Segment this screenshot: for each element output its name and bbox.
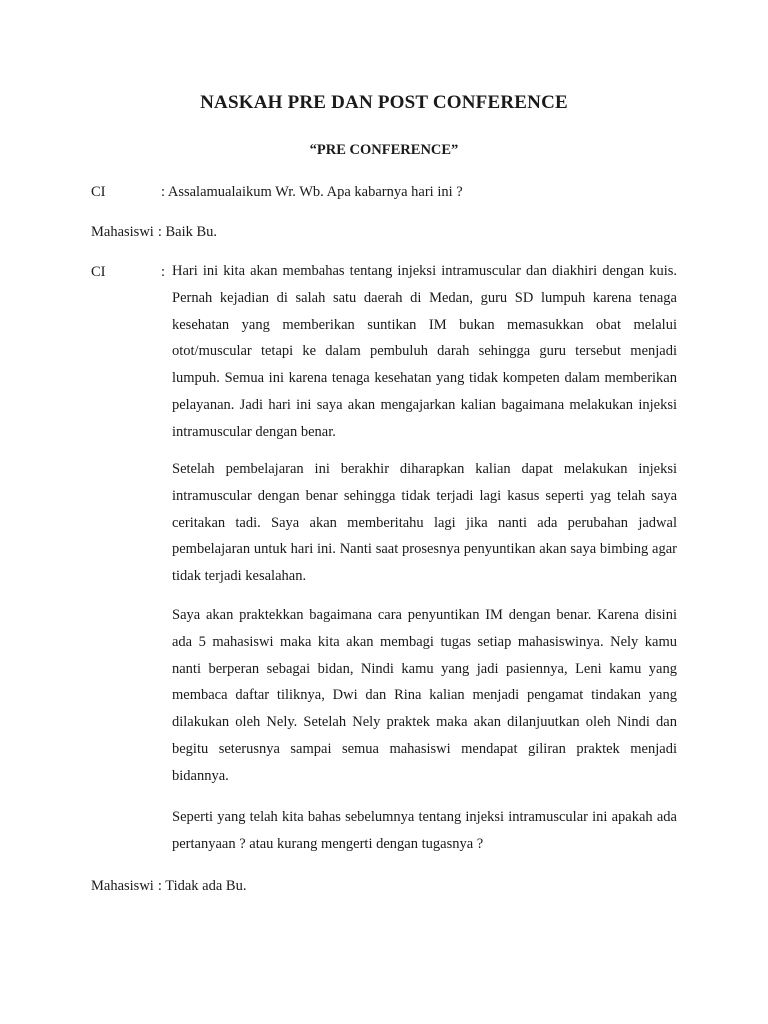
document-title: NASKAH PRE DAN POST CONFERENCE	[200, 92, 568, 113]
speaker-label: CI	[91, 184, 106, 200]
speaker-label: Mahasiswi	[91, 878, 154, 894]
document-subtitle: “PRE CONFERENCE”	[309, 142, 459, 158]
dialogue-line-ci-2-speaker	[91, 262, 165, 282]
speaker-label: CI	[91, 264, 106, 280]
dialogue-text: : Baik Bu.	[157, 224, 218, 240]
dialogue-text: : Tidak ada Bu.	[157, 878, 247, 894]
colon: :	[161, 264, 166, 280]
dialogue-paragraph-4: Seperti yang telah kita bahas sebelumnya tentang injeksi intramuscular ini apakah ada pertanyaan ? atau kurang mengerti dengan tugasnya ?	[172, 809, 677, 852]
dialogue-paragraph-3: Saya akan praktekkan bagaimana cara penyuntikan IM dengan benar. Karena disini ada 5 mahasiswi maka kita akan membagi tugas setiap mahasiswinya. Nely kamu nanti berperan sebagai bidan, Nindi kamu yang jadi pasiennya, Leni kamu yang membaca daftar tiliknya, Dwi dan Rina kalian menjadi pengamat tindakan yang dilakukan oleh Nely. Setelah Nely praktek maka akan dilanjuutkan oleh Nindi dan begitu seterusnya sampai semua mahasiswi mendapat giliran praktek menjadi bidannya.	[172, 607, 677, 784]
speaker-label: Mahasiswi	[91, 224, 154, 240]
dialogue-paragraph-2: Setelah pembelajaran ini berakhir diharapkan kalian dapat melakukan injeksi intramuscular dengan benar sehingga tidak terjadi lagi kasus seperti yag telah saya ceritakan tadi. Saya akan memberitahu lagi jika nanti ada perubahan jadwal pembelajaran untuk hari ini. Nanti saat prosesnya penyuntikan akan saya bimbing agar tidak terjadi kesalahan.	[172, 461, 677, 585]
dialogue-line-mahasiswi-1	[91, 222, 217, 242]
dialogue-line-mahasiswi-2	[91, 876, 246, 896]
dialogue-line-ci-1	[91, 182, 463, 202]
dialogue-text: : Assalamualaikum Wr. Wb. Apa kabarnya hari ini ?	[161, 184, 463, 200]
dialogue-paragraph-1: Hari ini kita akan membahas tentang injeksi intramuscular dan diakhiri dengan kuis. Pernah kejadian di salah satu daerah di Medan, guru SD lumpuh karena tenaga kesehatan yang memberikan suntikan IM bukan memasukkan obat melalui otot/muscular tetapi ke dalam pembuluh darah sehingga guru tersebut menjadi lumpuh. Semua ini karena tenaga kesehatan yang tidak kompeten dalam memberikan pelayanan. Jadi hari ini saya akan mengajarkan kalian bagaimana melakukan injeksi intramuscular dengan benar.	[172, 263, 677, 440]
